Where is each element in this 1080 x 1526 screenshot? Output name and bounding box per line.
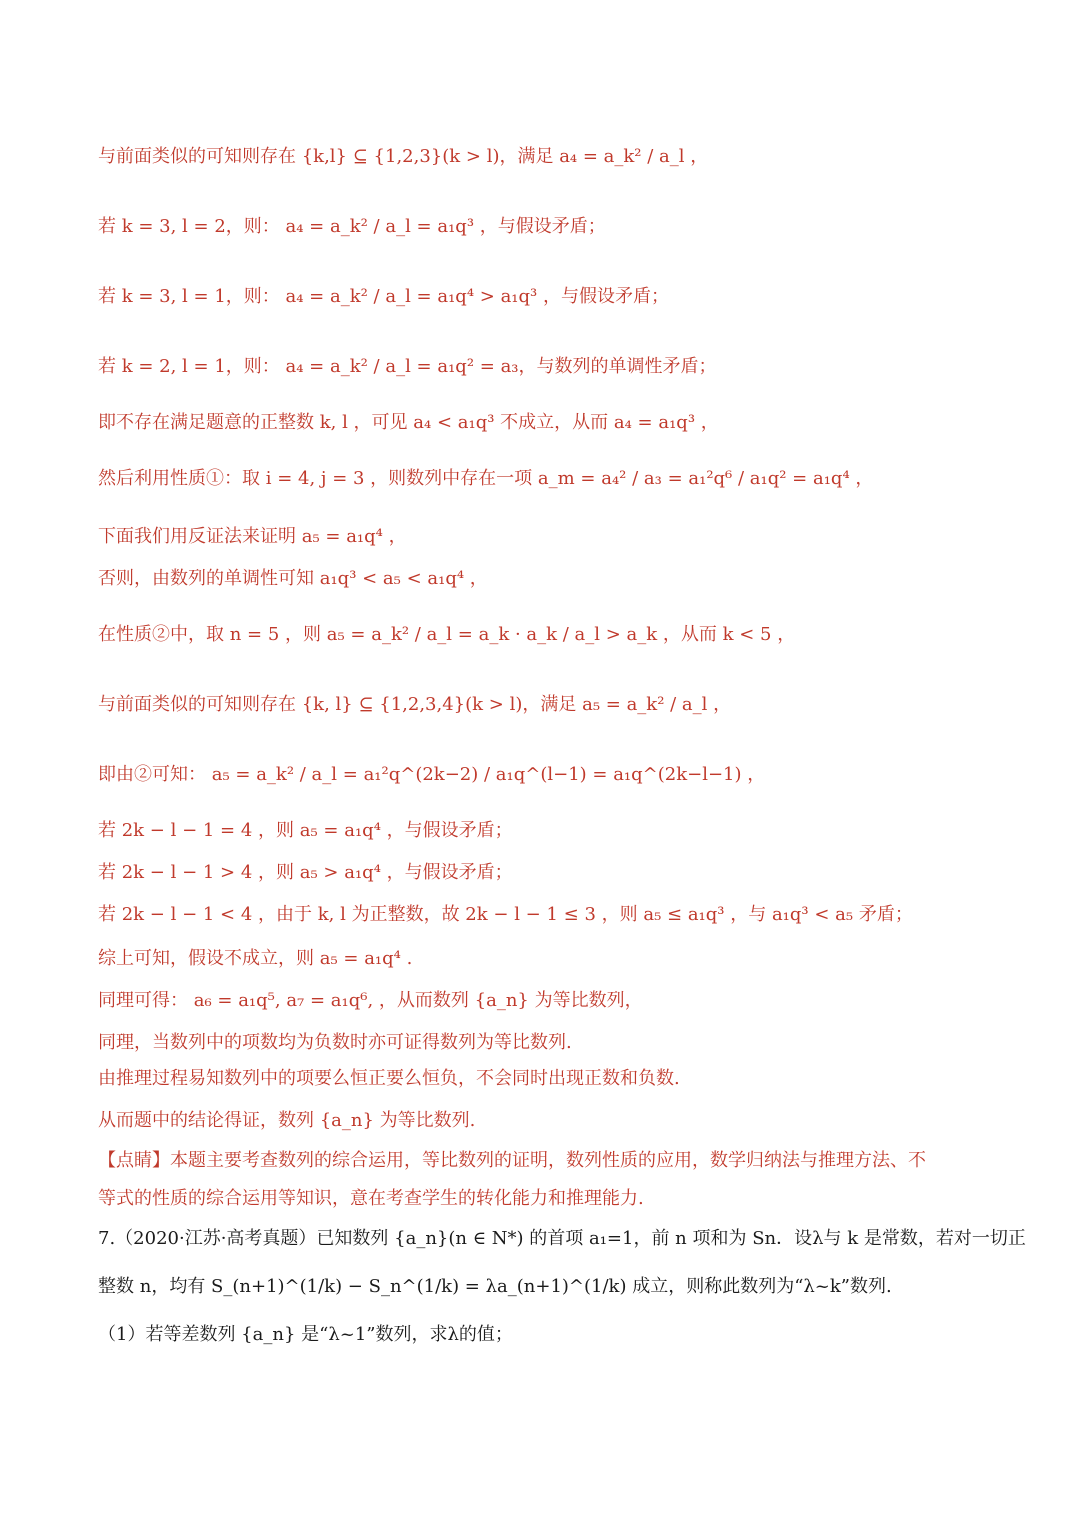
comment-line-1: 【点睛】本题主要考查数列的综合运用，等比数列的证明，数列性质的应用，数学归纳法与推理方法、不 [98,1150,926,1171]
solution-line-8: 否则，由数列的单调性可知 a₁q³ < a₅ < a₁q⁴ ， [98,568,488,589]
comment-line-2: 等式的性质的综合运用等知识，意在考查学生的转化能力和推理能力. [98,1188,644,1209]
solution-line-9: 在性质②中，取 n = 5 ，则 a₅ = a_k² / a_l = a_k · a_k / a_l > a_k ，从而 k < 5 ， [98,624,796,645]
question-part-1: （1）若等差数列 {a_n} 是“λ~1”数列，求λ的值； [98,1324,513,1345]
solution-line-16: 同理可得： a₆ = a₁q⁵, a₇ = a₁q⁶, ，从而数列 {a_n} 为等比数列， [98,990,643,1011]
question-line-1: 7.（2020·江苏·高考真题）已知数列 {a_n}(n ∈ N*) 的首项 a₁=1，前 n 项和为 Sn．设λ与 k 是常数，若对一切正 [98,1228,1026,1249]
solution-line-1: 与前面类似的可知则存在 {k,l} ⊆ {1,2,3}(k > l)，满足 a₄ = a_k² / a_l ， [98,146,709,167]
solution-line-19: 从而题中的结论得证，数列 {a_n} 为等比数列. [98,1110,476,1131]
solution-line-4: 若 k = 2, l = 1，则： a₄ = a_k² / a_l = a₁q² = a₃，与数列的单调性矛盾； [98,356,717,377]
solution-line-6: 然后利用性质①：取 i = 4, j = 3 ，则数列中存在一项 a_m = a₄² / a₃ = a₁²q⁶ / a₁q² = a₁q⁴ ， [98,468,874,489]
solution-line-2: 若 k = 3, l = 2，则： a₄ = a_k² / a_l = a₁q³ ，与假设矛盾； [98,216,606,237]
solution-line-7: 下面我们用反证法来证明 a₅ = a₁q⁴ ， [98,526,407,547]
question-line-2: 整数 n，均有 S_(n+1)^(1/k) − S_n^(1/k) = λa_(n+1)^(1/k) 成立，则称此数列为“λ~k”数列. [98,1276,892,1297]
solution-line-18: 由推理过程易知数列中的项要么恒正要么恒负，不会同时出现正数和负数. [98,1068,680,1089]
solution-line-17: 同理，当数列中的项数均为负数时亦可证得数列为等比数列. [98,1032,572,1053]
solution-line-14: 若 2k − l − 1 < 4 ，由于 k, l 为正整数，故 2k − l − 1 ≤ 3 ，则 a₅ ≤ a₁q³ ，与 a₁q³ < a₅ 矛盾； [98,904,913,925]
solution-line-10: 与前面类似的可知则存在 {k, l} ⊆ {1,2,3,4}(k > l)，满足 a₅ = a_k² / a_l ， [98,694,732,715]
solution-line-3: 若 k = 3, l = 1，则： a₄ = a_k² / a_l = a₁q⁴ > a₁q³ ，与假设矛盾； [98,286,669,307]
solution-line-13: 若 2k − l − 1 > 4 ，则 a₅ > a₁q⁴ ，与假设矛盾； [98,862,513,883]
solution-line-15: 综上可知，假设不成立，则 a₅ = a₁q⁴ . [98,948,413,969]
solution-line-11: 即由②可知： a₅ = a_k² / a_l = a₁²q^(2k−2) / a₁q^(l−1) = a₁q^(2k−l−1) ， [98,764,766,785]
solution-line-5: 即不存在满足题意的正整数 k, l ，可见 a₄ < a₁q³ 不成立，从而 a₄ = a₁q³ ， [98,412,719,433]
solution-line-12: 若 2k − l − 1 = 4 ，则 a₅ = a₁q⁴ ，与假设矛盾； [98,820,513,841]
